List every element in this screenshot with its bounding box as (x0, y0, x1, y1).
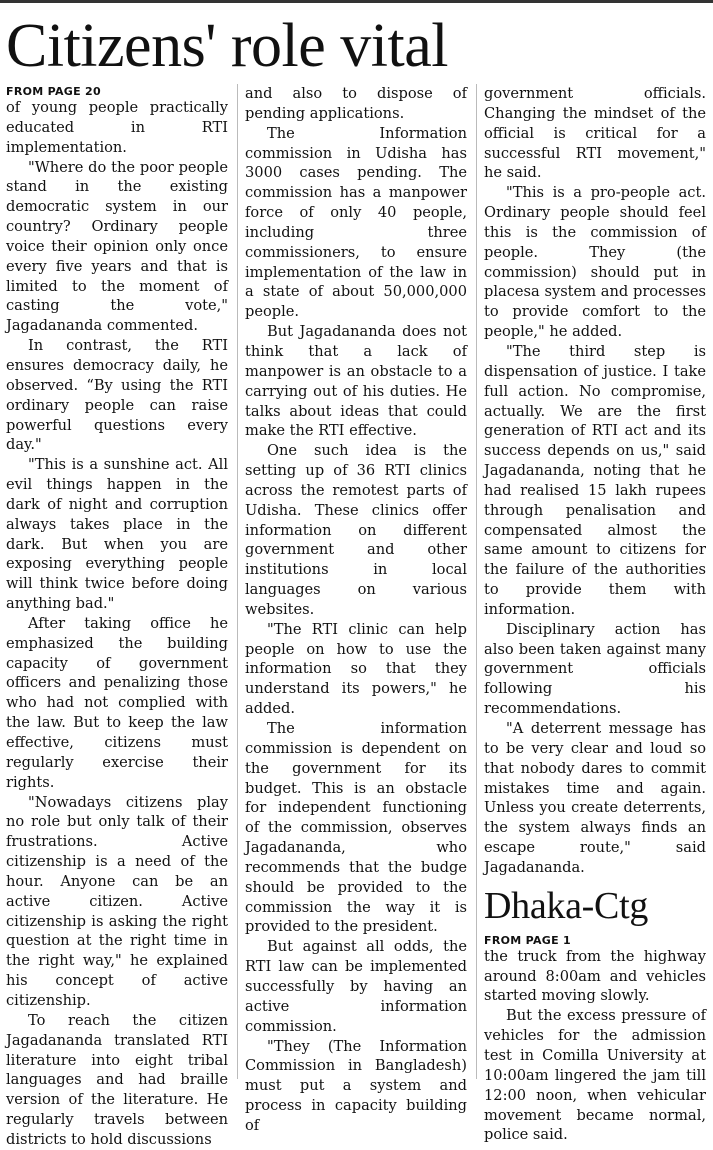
column-1 (6, 84, 228, 1150)
paragraph: To reach the citizen Jagadananda translated RTI literature into eight tribal languages and had braille version of the literature. He regularly travels between districts to hold discussions (6, 1011, 228, 1148)
column-divider (237, 84, 238, 1079)
paragraph: The information commission is dependent on the government for its budget. This is an obstacle for independent functioning of the commission, observes Jagadananda, who recommends that the budge should be provided to the commission the way it is provided to the president. (245, 720, 467, 936)
paragraph: "The RTI clinic can help people on how to use the information so that they understand its powers," he added. (245, 620, 467, 718)
paragraph: "A deterrent message has to be very clear and loud so that nobody dares to commit mistakes time and again. Unless you create deterrents, the system always finds an escape route," said Jagadananda. (484, 720, 706, 876)
column-3 (484, 84, 706, 1145)
jump-label: FROM PAGE 1 (484, 933, 572, 947)
second-headline: Dhaka-Ctg (484, 884, 649, 927)
paragraph: government officials. Changing the mindset of the official is critical for a successful RTI movement," he said. (484, 85, 706, 182)
paragraph: "Nowadays citizens play no role but only talk of their frustrations. Active citizenship is a need of the hour. Anyone can be an active citizen. Active citizenship is asking the right question at the right time in the right way," he explained his concept of active citizenship. (6, 793, 228, 1009)
paragraph: "This is a pro-people act. Ordinary people should feel this is the commission of people. They (the commission) should put in placesa system and processes to provide comfort to the people," he added. (484, 184, 706, 341)
paragraph: Disciplinary action has also been taken against many government officials following his recommendations. (484, 620, 706, 718)
paragraph: "The third step is dispensation of justice. I take full action. No compromise, actually. We are the first generation of RTI act and its success depends on us," said Jagadananda, noting that he had realised 15 lakh rupees through penalisation and compensated almost the same amount to citizens for the failure of the authorities to provide them with information. (484, 342, 706, 618)
paragraph: "They (The Information Commission in Bangladesh) must put a system and process in capacity building of (245, 1037, 467, 1134)
column-divider (476, 84, 477, 1079)
paragraph: "Where do the poor people stand in the existing democratic system in our country? Ordinary people voice their opinion only once every five years and that is limited to the moment of casting the vote," Jagadananda commented. (6, 158, 228, 335)
headline: Citizens' role vital (6, 12, 448, 80)
paragraph: But against all odds, the RTI law can be implemented successfully by having an active information commission. (245, 938, 467, 1035)
top-rule (0, 0, 713, 3)
paragraph: of young people practically educated in RTI implementation. (6, 99, 228, 156)
paragraph: After taking office he emphasized the building capacity of government officers and penalizing those who had not complied with the law. But to keep the law effective, citizens must regularly exercise their rights. (6, 614, 228, 791)
paragraph: But the excess pressure of vehicles for the admission test in Comilla University at 10:00am lingered the jam till 12:00 noon, when vehicular movement became normal, police said. (484, 1007, 706, 1144)
paragraph: One such idea is the setting up of 36 RTI clinics across the remotest parts of Udisha. These clinics offer information on different government and other institutions in local languages on various websites. (245, 442, 467, 618)
jump-label: FROM PAGE 20 (6, 85, 101, 98)
paragraph: The Information commission in Udisha has 3000 cases pending. The commission has a manpower force of only 40 people, including three commissioners, to ensure implementation of the law in a state of about 50,000,000 people. (245, 124, 467, 321)
paragraph: "This is a sunshine act. All evil things happen in the dark of night and corruption always takes place in the dark. But when you are exposing everything people will think twice before doing anything bad." (6, 456, 228, 613)
paragraph: But Jagadananda does not think that a lack of manpower is an obstacle to a carrying out of his duties. He talks about ideas that could make the RTI effective. (245, 323, 467, 440)
column-2 (245, 84, 467, 1136)
paragraph: In contrast, the RTI ensures democracy daily, he observed. “By using the RTI ordinary people can raise powerful questions every day." (6, 337, 228, 454)
paragraph: and also to dispose of pending applications. (245, 85, 467, 122)
paragraph: the truck from the highway around 8:00am and vehicles started moving slowly. (484, 947, 706, 1005)
